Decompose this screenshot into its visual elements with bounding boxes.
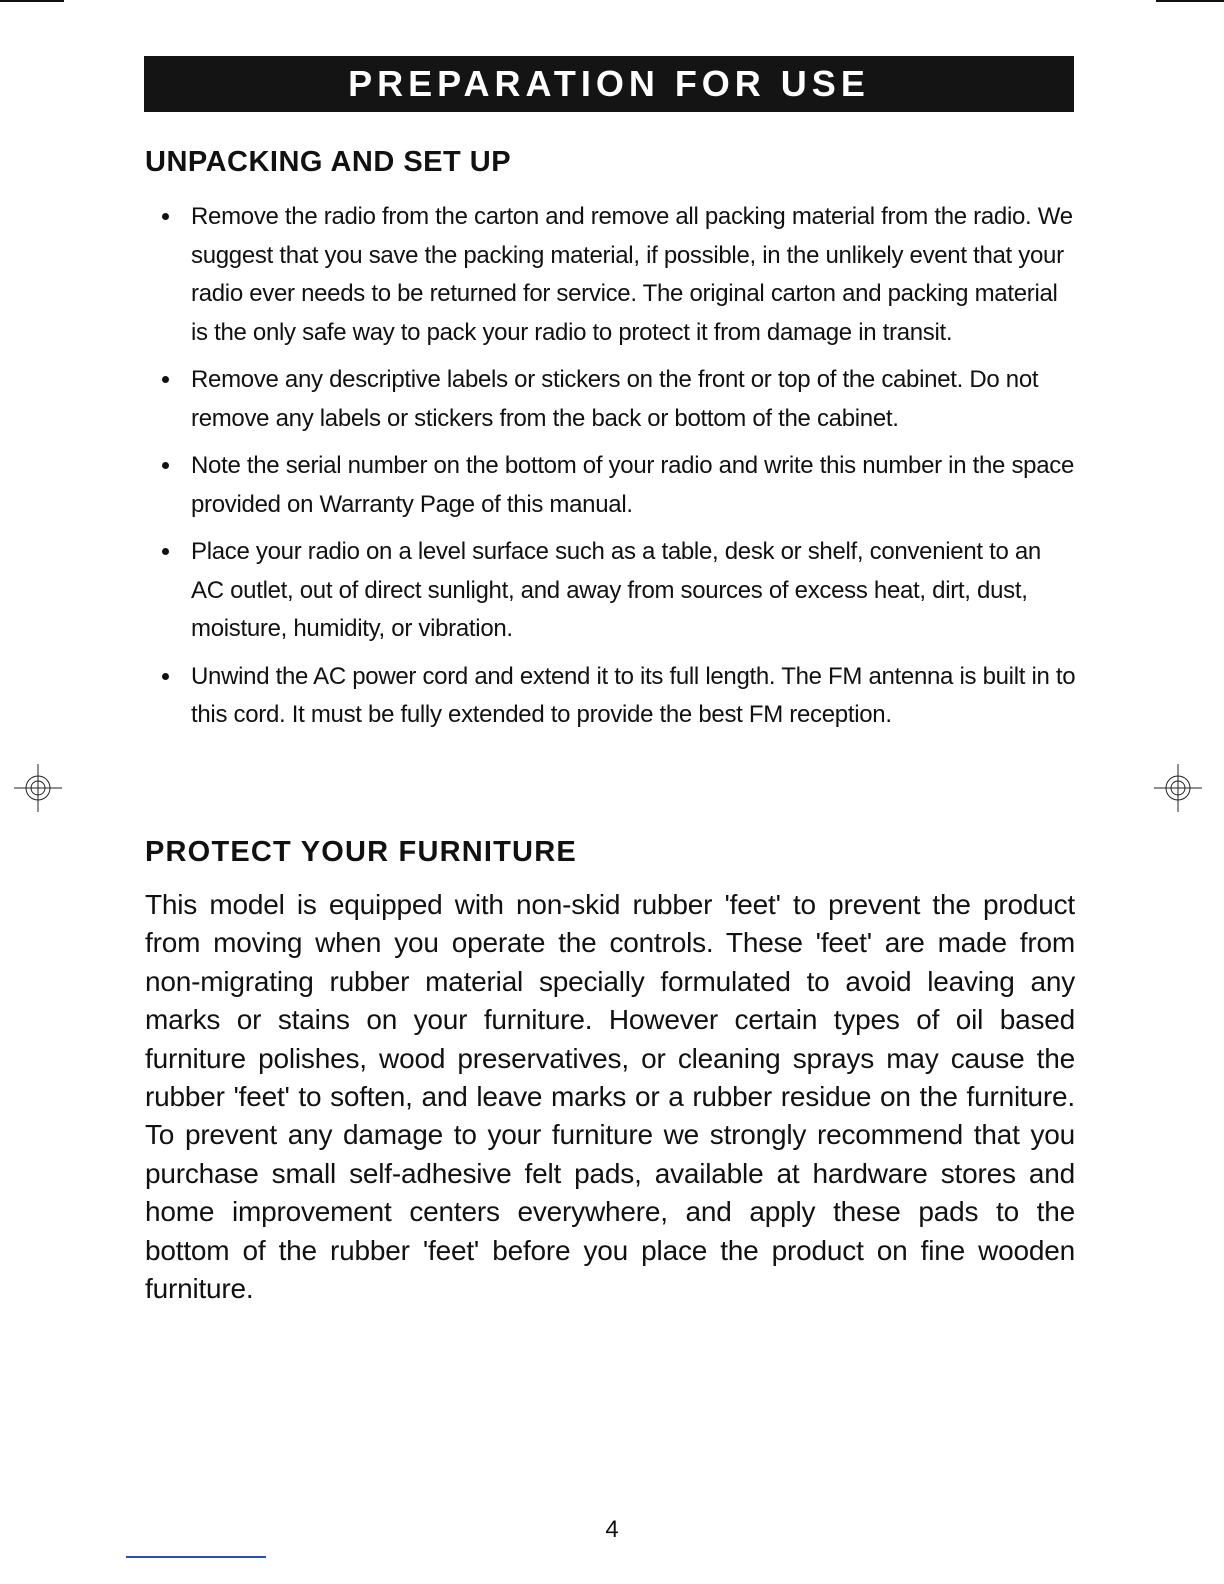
registration-mark-right-icon (1154, 764, 1202, 812)
section-heading-unpacking: UNPACKING AND SET UP (145, 146, 512, 178)
bottom-rule (126, 1556, 266, 1558)
page-title: PREPARATION FOR USE (348, 63, 870, 104)
unpacking-bullet-list (160, 198, 1076, 744)
registration-mark-left-icon (14, 764, 62, 812)
page-number: 4 (605, 1516, 619, 1543)
crop-mark-top-left (0, 0, 64, 2)
bullet-item: Remove the radio from the carton and remove all packing material from the radio. We suggest that you save the packing material, if possible, in the unlikely event that your radio ever needs to be returned for service. The original carton and packing material is the only safe way to pack your radio to protect it from damage in transit. (160, 198, 1076, 352)
bullet-item: Remove any descriptive labels or stickers on the front or top of the cabinet. Do not remove any labels or stickers from the back or bottom of the cabinet. (160, 361, 1076, 438)
crop-mark-top-right (1156, 0, 1224, 2)
section-heading-protect-furniture: PROTECT YOUR FURNITURE (145, 836, 577, 868)
bullet-item: Note the serial number on the bottom of your radio and write this number in the space provided on Warranty Page of this manual. (160, 447, 1076, 524)
protect-furniture-paragraph: This model is equipped with non-skid rubber 'feet' to prevent the product from moving when you operate the controls. These 'feet' are made from non-migrating rubber material specially formulated to avoid leaving any marks or stains on your furniture. However certain types of oil based furniture polishes, wood preservatives, or cleaning sprays may cause the rubber 'feet' to soften, and leave marks or a rubber residue on the furniture. To prevent any damage to your furniture we strongly recommend that you purchase small self-adhesive felt pads, available at hardware stores and home improvement centers everywhere, and apply these pads to the bottom of the rubber 'feet' before you place the product on fine wooden furniture. (145, 889, 1075, 1305)
page-title-bar (144, 56, 1074, 112)
bullet-item: Place your radio on a level surface such as a table, desk or shelf, convenient to an AC outlet, out of direct sunlight, and away from sources of excess heat, dirt, dust, moisture, humidity, or vibration. (160, 533, 1076, 649)
bullet-item: Unwind the AC power cord and extend it to its full length. The FM antenna is built in to this cord. It must be fully extended to provide the best FM reception. (160, 658, 1076, 735)
